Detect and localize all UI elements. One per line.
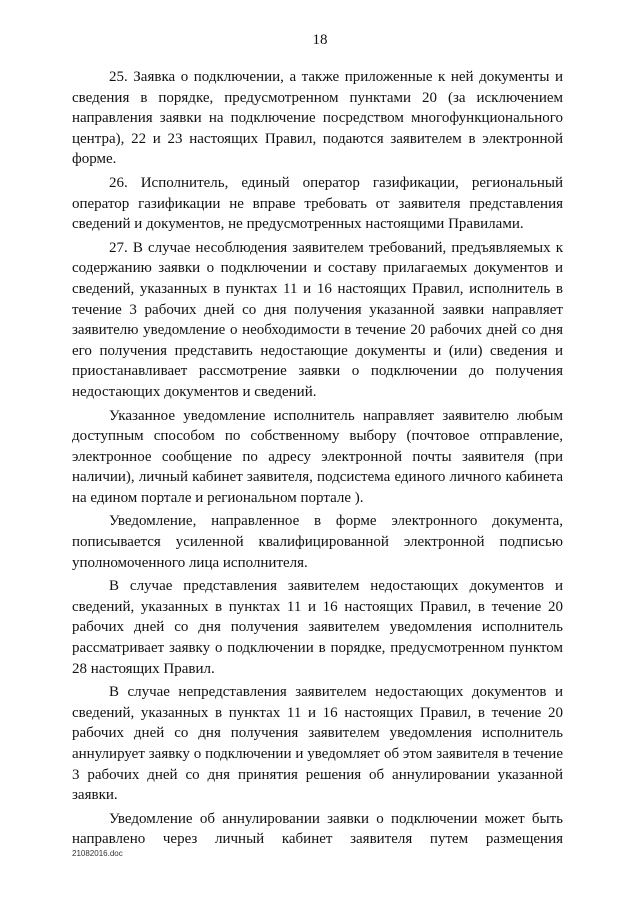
- paragraph-documents-provided: В случае представления заявителем недостающих документов и сведений, указанных в пунктах 11 и 16 настоящих Правил, в течение 20 рабочих дней со дня получения заявителем уведомления исполнитель рассматривает заявку о подключении в порядке, предусмотренном пунктом 28 настоящих Правил.: [72, 578, 563, 677]
- paragraph-27: 27. В случае несоблюдения заявителем требований, предъявляемых к содержанию заявки о подключении и составу прилагаемых документов и сведений, указанных в пунктах 11 и 16 настоящих Правил, исполнитель в течение 3 рабочих дней со дня получения указанной заявки направляет заявителю уведомление о необходимости в течение 20 рабочих дней со дня его получения представить недостающие документы и (или) сведения и приостанавливает рассмотрение заявки о подключении до получения недостающих документов и сведений.: [72, 239, 563, 400]
- paragraph-cancellation-notice: Уведомление об аннулировании заявки о подключении может быть направлено через личный кабинет заявителя путем размещения: [72, 810, 563, 848]
- paragraph-notice-delivery: Указанное уведомление исполнитель направляет заявителю любым доступным способом по собственному выбору (почтовое отправление, электронное сообщение по адресу электронной почты заявителя (при наличии), личный кабинет заявителя, подсистема единого личного кабинета на едином портале и региональном портале ).: [72, 407, 563, 506]
- document-body: [72, 67, 563, 850]
- paragraph-26: 26. Исполнитель, единый оператор газификации, региональный оператор газификации не вправе требовать от заявителя представления сведений и документов, не предусмотренных настоящими Правилами.: [72, 174, 563, 233]
- page-number: 18: [312, 32, 328, 48]
- document-file-code: 21082016.doc: [72, 849, 123, 858]
- paragraph-25: 25. Заявка о подключении, а также приложенные к ней документы и сведения в порядке, предусмотренном пунктами 20 (за исключением направления заявки на подключение посредством многофункционального центра), 22 и 23 настоящих Правил, подаются заявителем в электронной форме.: [72, 69, 563, 168]
- paragraph-documents-not-provided: В случае непредставления заявителем недостающих документов и сведений, указанных в пунктах 11 и 16 настоящих Правил, в течение 20 рабочих дней со дня получения заявителем уведомления исполнитель аннулирует заявку о подключении и уведомляет об этом заявителя в течение 3 рабочих дней со дня принятия решения об аннулировании указанной заявки.: [72, 684, 563, 804]
- paragraph-electronic-signature: Уведомление, направленное в форме электронного документа, пописывается усиленной квалифицированной электронной подписью уполномоченного лица исполнителя.: [72, 513, 563, 571]
